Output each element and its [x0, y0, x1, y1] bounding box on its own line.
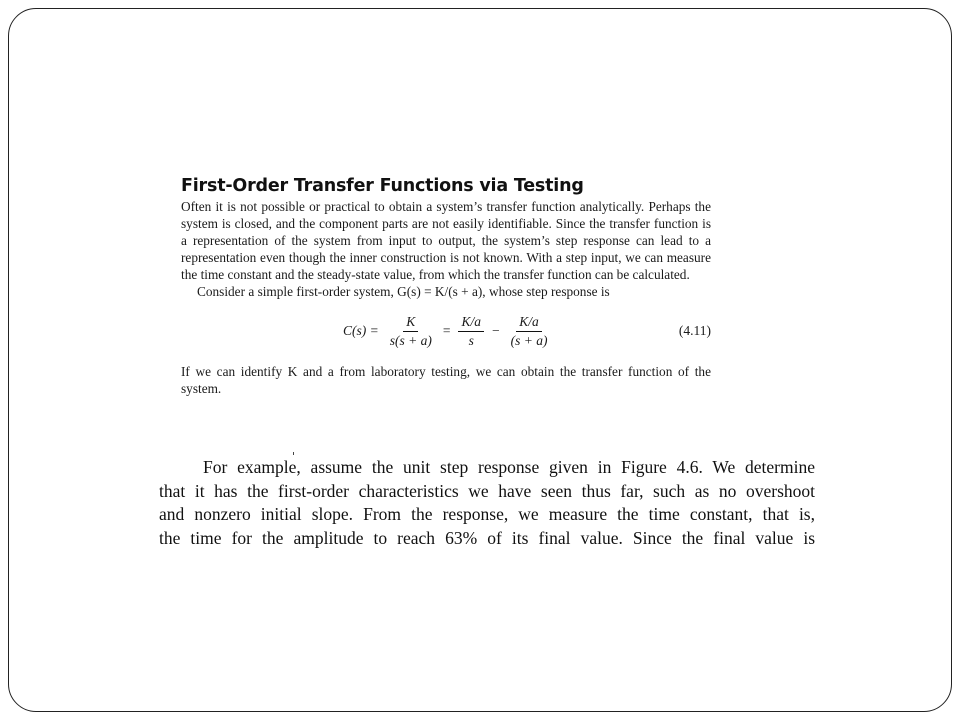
paragraph-intro: Often it is not possible or practical to obtain a system’s transfer function analytically. Perhaps the system is closed, and the component parts are not easily identifiable. Since the transfer function is a representation of the system from input to output, the system’s step response can lead to a representation even though the inner construction is not known. With a step input, we can measure the time constant and the steady-state value, from which the transfer function can be calculated. — [181, 199, 711, 282]
scan-mark — [293, 452, 294, 455]
fraction-3 — [508, 314, 551, 349]
equals-sign: = — [442, 323, 451, 338]
equation-4-11 — [181, 307, 711, 355]
fraction-2 — [458, 314, 484, 349]
continued-line-1: For example, assume the unit step response given in Figure 4.6. We determine — [203, 457, 815, 477]
paragraph-identify: If we can identify K and a from laboratory testing, we can obtain the transfer function of the system. — [181, 364, 711, 396]
equation-lhs: C(s) = — [343, 323, 379, 338]
equation-number: (4.11) — [678, 323, 711, 338]
paragraph-consider: Consider a simple first-order system, G(s) = K/(s + a), whose step response is — [197, 284, 610, 299]
fraction-3-numerator: K/a — [516, 314, 542, 332]
fraction-1-denominator: s(s + a) — [389, 332, 432, 348]
fraction-1 — [387, 314, 435, 349]
fraction-1-numerator: K — [403, 314, 418, 332]
fraction-2-numerator: K/a — [458, 314, 484, 332]
continued-line-3: and nonzero initial slope. From the response, we measure the time constant, that is, — [159, 504, 815, 524]
continued-line-4: the time for the amplitude to reach 63% of its final value. Since the final value is — [159, 527, 815, 548]
continued-line-2: that it has the first-order characteristics we have seen thus far, such as no overshoot — [159, 480, 815, 501]
textbook-excerpt — [181, 176, 711, 397]
fraction-2-denominator: s — [468, 332, 474, 348]
section-heading: First-Order Transfer Functions via Testing — [181, 176, 584, 196]
fraction-3-denominator: (s + a) — [510, 332, 548, 348]
minus-sign: − — [491, 323, 500, 338]
continued-paragraph — [159, 456, 815, 550]
equation-body — [343, 307, 555, 355]
